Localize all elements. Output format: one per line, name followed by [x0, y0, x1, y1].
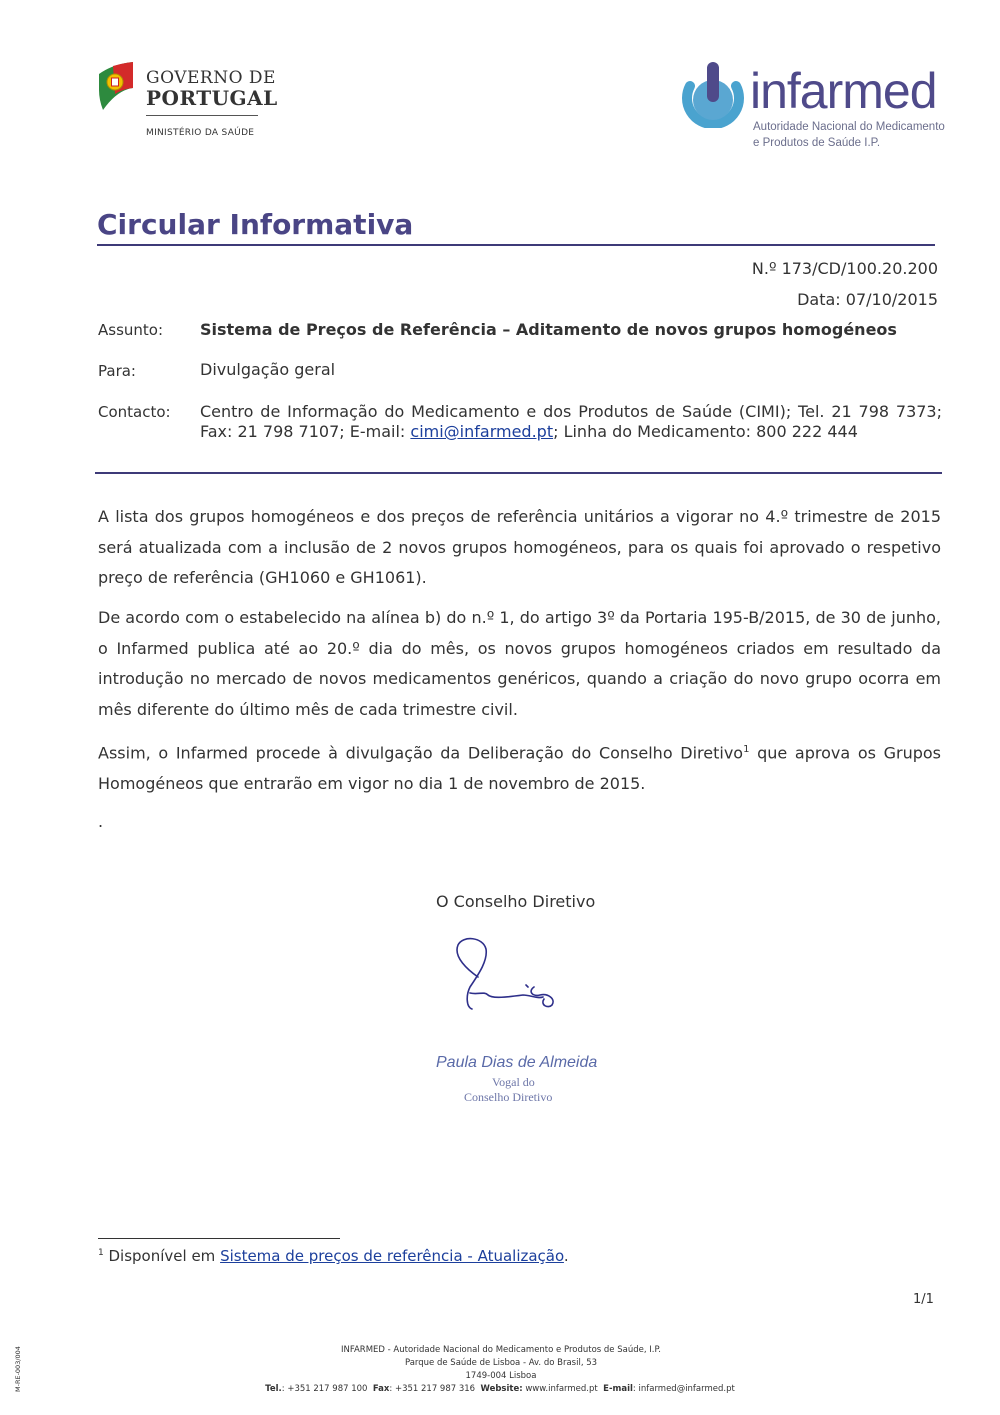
infarmed-subtitle — [753, 119, 945, 151]
circular-number: N.º 173/CD/100.20.200 — [751, 259, 938, 278]
footnote-mark: 1 — [98, 1248, 104, 1258]
footer-tel-label: Tel. — [265, 1384, 282, 1394]
p3-text-tail: que aprova os Grupos Homogéneos que entrarão em vigor no dia 1 de novembro de 2015. — [98, 743, 942, 793]
body-paragraph-1: A lista dos grupos homogéneos e dos preços de referência unitários a vigorar no 4.º trimestre de 2015 será atualizada com a inclusão de 2 novos grupos homogéneos, para os quais foi aprovado o respetivo preço de referência (GH1060 e GH1061). — [98, 507, 941, 587]
footer-line3: 1749-004 Lisboa — [465, 1371, 537, 1381]
title-divider — [97, 244, 935, 246]
footer-web-label: Website: — [480, 1384, 523, 1394]
footer-tel: : +351 217 987 100 — [281, 1384, 368, 1394]
footer-email-label: E-mail — [603, 1384, 633, 1394]
stamp-role-line2: Conselho Diretivo — [464, 1090, 553, 1104]
to-value: Divulgação geral — [200, 360, 336, 379]
council-signoff: O Conselho Diretivo — [436, 892, 596, 911]
handwritten-signature — [448, 935, 563, 1015]
footer-fax-label: Fax — [372, 1384, 390, 1394]
infarmed-subtitle-line2: e Produtos de Saúde I.P. — [753, 137, 881, 149]
to-label: Para: — [98, 362, 136, 380]
footnote-ref: 1 — [743, 744, 750, 755]
footer-contacts — [200, 1383, 800, 1396]
subject-value: Sistema de Preços de Referência – Aditamento de novos grupos homogéneos — [200, 320, 897, 339]
header-divider — [95, 472, 942, 474]
gov-name-line1: GOVERNO DE — [146, 68, 276, 88]
form-code: M-RE-003/004 — [14, 1346, 22, 1392]
footnote — [98, 1247, 569, 1265]
footer-email[interactable]: : infarmed@infarmed.pt — [632, 1384, 735, 1394]
gov-divider — [146, 115, 258, 116]
body-paragraph-3 — [98, 735, 941, 799]
footnote-link[interactable]: Sistema de preços de referência - Atualização — [220, 1247, 564, 1265]
contact-text: Centro de Informação do Medicamento e dos Produtos de Saúde (CIMI); Tel. 21 798 7373; Fax: 21 798 7107; E-mail: — [200, 402, 942, 441]
footnote-text: Disponível em — [103, 1247, 221, 1265]
footnote-tail: . — [563, 1247, 569, 1265]
infarmed-subtitle-line1: Autoridade Nacional do Medicamento — [753, 121, 945, 133]
ministry-name: MINISTÉRIO DA SAÚDE — [146, 128, 255, 138]
subject-label: Assunto: — [98, 321, 164, 339]
footer-line1: INFARMED - Autoridade Nacional do Medicamento e Produtos de Saúde, I.P. — [341, 1345, 661, 1355]
footer-line2: Parque de Saúde de Lisboa - Av. do Brasil, 53 — [404, 1358, 598, 1368]
footer-web[interactable]: www.infarmed.pt — [522, 1384, 598, 1394]
contact-text-tail: ; Linha do Medicamento: 800 222 444 — [553, 422, 858, 441]
stamp-role-line1: Vogal do — [492, 1075, 535, 1089]
stamp-name: Paula Dias de Almeida — [436, 1054, 598, 1071]
infarmed-logo-icon — [680, 62, 746, 128]
footnote-divider — [98, 1238, 340, 1239]
gov-name-line2: PORTUGAL — [146, 86, 278, 110]
page-title: Circular Informativa — [97, 208, 414, 241]
contact-label: Contacto: — [98, 403, 171, 421]
infarmed-wordmark: infarmed — [750, 63, 937, 119]
stray-dot: . — [98, 812, 104, 831]
contact-value — [200, 402, 942, 442]
body-paragraph-2: De acordo com o estabelecido na alínea b) do n.º 1, do artigo 3º da Portaria 195-B/2015, de 30 de junho, o Infarmed publica até ao 20.º dia do mês, os novos grupos homogéneos criados em resultado da introdução no mercado de novos medicamentos genéricos, quando a criação do novo grupo ocorra em mês diferente do último mês de cada trimestre civil. — [98, 608, 941, 719]
footer-fax: : +351 217 987 316 — [389, 1384, 476, 1394]
circular-date: Data: 07/10/2015 — [797, 290, 938, 309]
contact-email-link[interactable]: cimi@infarmed.pt — [410, 422, 554, 441]
governo-portugal-logo — [95, 60, 137, 116]
page-number: 1/1 — [913, 1292, 934, 1307]
p3-text: Assim, o Infarmed procede à divulgação da Deliberação do Conselho Diretivo — [98, 743, 744, 763]
